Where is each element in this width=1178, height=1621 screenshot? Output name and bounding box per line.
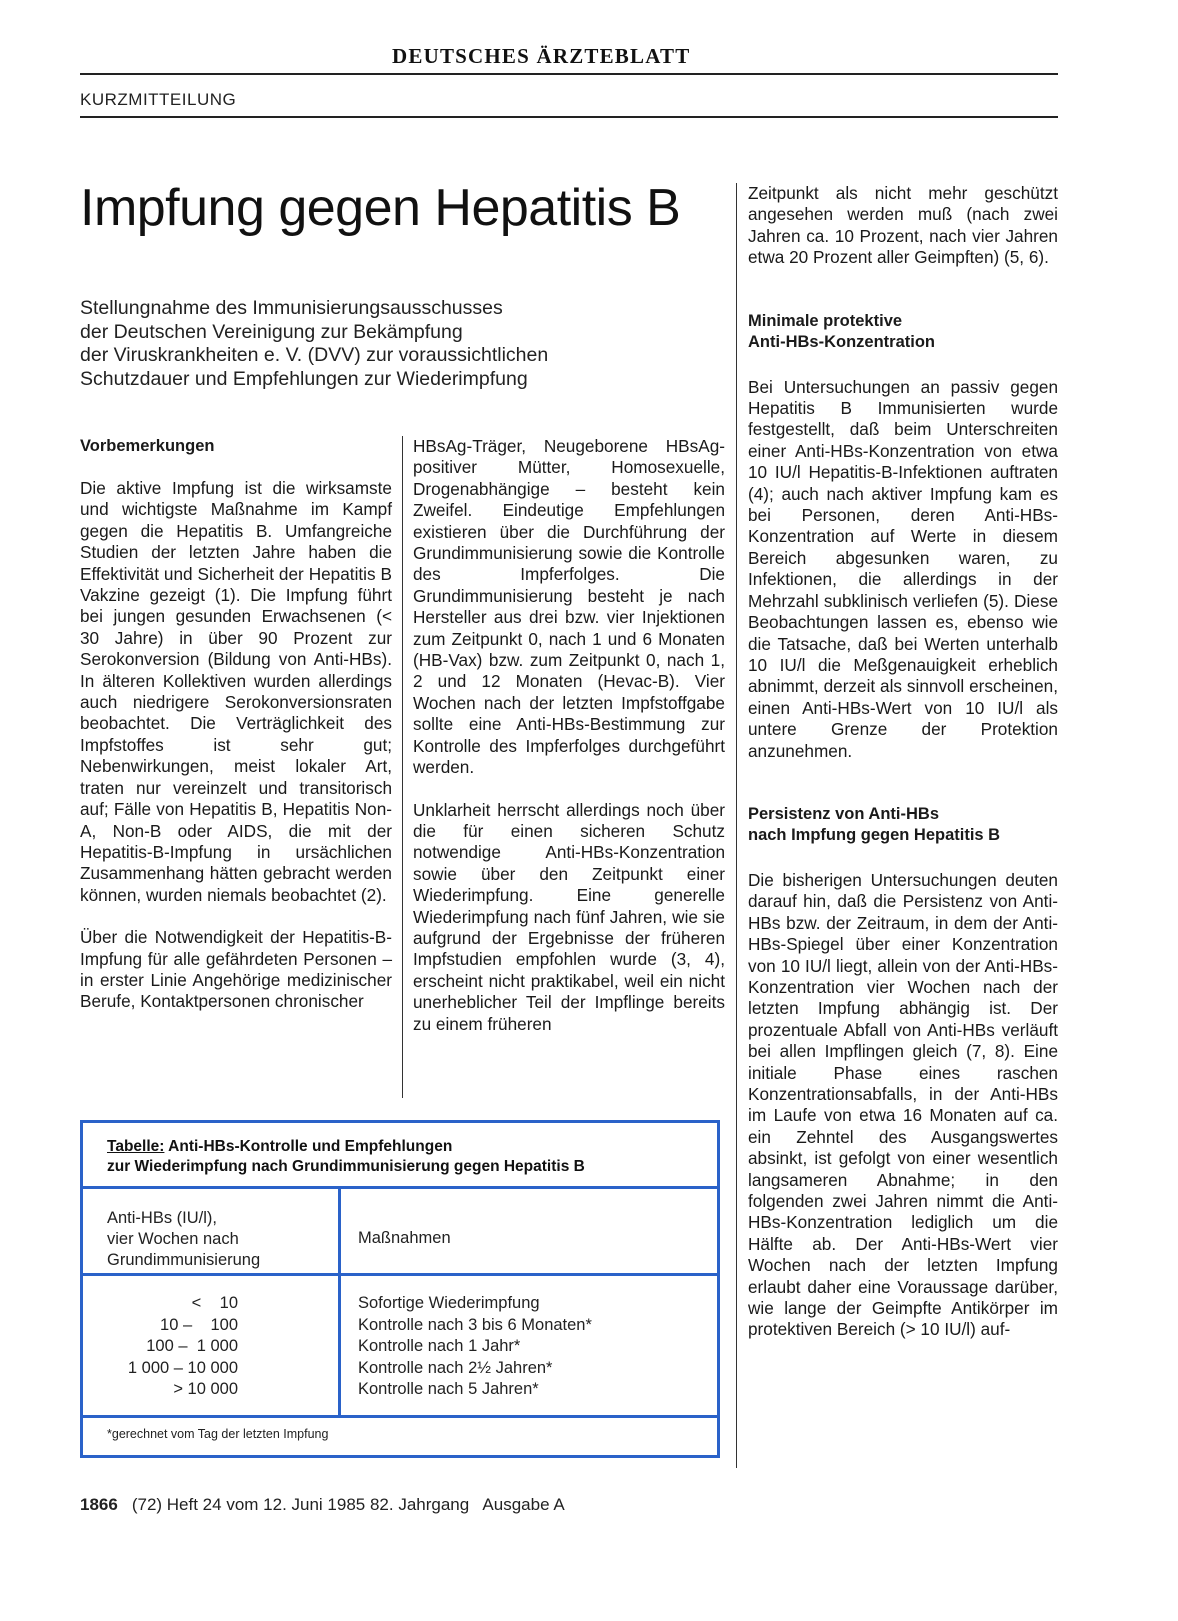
table-cell-range: 10 – 100 xyxy=(160,1315,238,1334)
heading-line: Persistenz von Anti-HBs xyxy=(748,804,940,823)
subtitle-line: Schutzdauer und Empfehlungen zur Wiederimpfung xyxy=(80,367,528,390)
subtitle-line: der Viruskrankheiten e. V. (DVV) zur voraussichtlichen xyxy=(80,344,549,366)
section-label: KURZMITTEILUNG xyxy=(80,90,237,109)
article-subtitle xyxy=(80,297,730,391)
table-cell-range: < 10 xyxy=(191,1294,238,1312)
section-heading xyxy=(748,311,1058,353)
masthead-rule xyxy=(80,73,1058,75)
table-caption xyxy=(107,1137,585,1177)
page-number: 1866 xyxy=(80,1495,118,1514)
paragraph: Unklarheit herrscht allerdings noch über die für einen sicheren Schutz notwendige Anti-HBs-Konzentration sowie über den Zeitpunkt einer Wiederimpfung. Eine generelle Wiederimpfung nach fünf Jahren, wie sie aufgrund der Ergebnisse der früheren Impfstudien empfohlen wurde (3, 4), erscheint nicht praktikabel, weil ein nicht unerheblicher Teil der Impflinge bereits zu einem früheren xyxy=(413,799,725,1034)
table-cell-range: 100 – 1 000 xyxy=(146,1337,238,1355)
table-rule xyxy=(83,1415,717,1418)
subtitle-line: der Deutschen Vereinigung zur Bekämpfung xyxy=(80,320,463,343)
heading-line: Minimale protektive xyxy=(748,311,903,330)
article-title: Impfung gegen Hepatitis B xyxy=(80,179,681,237)
column-3 xyxy=(748,183,1058,1362)
heading-line: nach Impfung gegen Hepatitis B xyxy=(748,825,1001,844)
column-rule xyxy=(736,183,737,1468)
table-footnote: *gerechnet vom Tag der letzten Impfung xyxy=(107,1427,329,1441)
paragraph: Über die Notwendigkeit der Hepatitis-B-Impfung für alle gefährdeten Personen – in erster Linie Angehörige medizinischer Berufe, Kontaktpersonen chronischer xyxy=(80,927,392,1012)
table-rule xyxy=(83,1186,717,1189)
table-range-column xyxy=(103,1293,238,1401)
section-rule xyxy=(80,116,1058,118)
paragraph: HBsAg-Träger, Neugeborene HBsAg-positiver Mütter, Homosexuelle, Drogenabhängige – besteht kein Zweifel. Eindeutige Empfehlungen existieren über die Durchführung der Grundimmunisierung sowie die Kontrolle des Impferfolges. Die Grundimmunisierung besteht je nach Hersteller aus drei bzw. vier Injektionen zum Zeitpunkt 0, nach 1 und 6 Monaten (HB-Vax) bzw. zum Zeitpunkt 0, nach 1, 2 und 12 Monaten (Hevac-B). Vier Wochen nach der letzten Impfstoffgabe sollte eine Anti-HBs-Bestimmung zur Kontrolle des Impferfolges durchgeführt werden. xyxy=(413,436,725,778)
table-header-line: Grundimmunisierung xyxy=(107,1251,261,1269)
table-caption-line: Anti-HBs-Kontrolle und Empfehlungen xyxy=(164,1138,453,1155)
column-rule xyxy=(402,436,403,1098)
table-header-anti-hbs xyxy=(107,1208,260,1271)
table-cell-range: 1 000 – 10 000 xyxy=(127,1358,238,1377)
paragraph: Zeitpunkt als nicht mehr geschützt angesehen werden muß (nach zwei Jahren ca. 10 Prozent, nach vier Jahren etwa 20 Prozent aller Geimpften) (5, 6). xyxy=(748,183,1058,268)
table-cell-action: Kontrolle nach 5 Jahren* xyxy=(358,1380,539,1398)
table-cell-action: Kontrolle nach 1 Jahr* xyxy=(358,1337,521,1355)
table-caption-label: Tabelle: xyxy=(107,1138,165,1155)
paragraph: Die bisherigen Untersuchungen deuten darauf hin, daß die Persistenz von Anti-HBs bzw. der Zeitraum, in dem der Anti-HBs-Spiegel über einer Konzentration von 10 IU/l liegt, allein von der Anti-HBs-Konzentration vier Wochen nach der letzten Impfung abhängig ist. Der prozentuale Abfall von Anti-HBs verläuft bei allen Impflingen gleich (7, 8). Eine initiale Phase eines raschen Konzentrationsabfalls, in der Anti-HBs im Laufe von etwa 16 Monaten auf ca. ein Zehntel des Ausgangswertes absinkt, ist gefolgt von einer wesentlich langsameren Abnahme; in den folgenden zwei Jahren nimmt die Anti-HBs-Konzentration lediglich um die Hälfte ab. Der Anti-HBs-Wert vier Wochen nach der letzten Impfung erlaubt daher eine Voraussage darüber, wie lange der Geimpfte Antikörper im protektiven Bereich (> 10 IU/l) auf- xyxy=(748,869,1058,1340)
section-heading xyxy=(748,804,1058,846)
subtitle-line: Stellungnahme des Immunisierungsausschusses xyxy=(80,297,503,319)
table-header-measures: Maßnahmen xyxy=(358,1229,451,1247)
table-cell-action: Kontrolle nach 3 bis 6 Monaten* xyxy=(358,1315,592,1334)
table-cell-action: Sofortige Wiederimpfung xyxy=(358,1294,540,1312)
page-footer xyxy=(80,1495,565,1515)
table-cell-range: > 10 000 xyxy=(173,1380,238,1398)
recommendation-table xyxy=(80,1120,720,1458)
table-action-column xyxy=(358,1293,592,1401)
table-rule xyxy=(83,1273,717,1276)
table-caption-line: zur Wiederimpfung nach Grundimmunisierung gegen Hepatitis B xyxy=(107,1158,585,1175)
column-2 xyxy=(413,436,725,1056)
issue-info: (72) Heft 24 vom 12. Juni 1985 82. Jahrgang Ausgabe A xyxy=(131,1495,565,1514)
table-column-rule xyxy=(338,1189,341,1418)
table-header-line: vier Wochen nach xyxy=(107,1230,239,1248)
table-header-line: Anti-HBs (IU/l), xyxy=(107,1209,218,1227)
column-1 xyxy=(80,436,392,1034)
paragraph: Bei Untersuchungen an passiv gegen Hepatitis B Immunisierten wurde festgestellt, daß beim Unterschreiten einer Anti-HBs-Konzentration von etwa 10 IU/l Hepatitis-B-Infektionen auftraten (4); auch nach aktiver Impfung kam es bei Personen, deren Anti-HBs-Konzentration auf Werte in diesem Bereich abgesunken waren, zu Infektionen, die allerdings in der Mehrzahl subklinisch verliefen (5). Diese Beobachtungen lassen es, ebenso wie die Tatsache, daß bei Werten unterhalb 10 IU/l die Meßgenauigkeit erheblich abnimmt, derzeit als sinnvoll erscheinen, einen Anti-HBs-Wert von 10 IU/l als untere Grenze der Protektion anzunehmen. xyxy=(748,376,1058,761)
paragraph: Die aktive Impfung ist die wirksamste und wichtigste Maßnahme im Kampf gegen die Hepatitis B. Umfangreiche Studien der letzten Jahre haben die Effektivität und Sicherheit der Hepatitis B Vakzine gezeigt (1). Die Impfung führt bei jungen gesunden Erwachsenen (< 30 Jahre) in über 90 Prozent zur Serokonversion (Bildung von Anti-HBs). In älteren Kollektiven wurden allerdings auch niedrigere Serokonversionsraten beobachtet. Die Verträglichkeit des Impfstoffes ist sehr gut; Nebenwirkungen, meist lokaler Art, traten nur vereinzelt und transitorisch auf; Fälle von Hepatitis B, Hepatitis Non-A, Non-B oder AIDS, die mit der Hepatitis-B-Impfung in ursächlichen Zusammenhang hätten gebracht werden können, wurden niemals beobachtet (2). xyxy=(80,478,392,905)
table-cell-action: Kontrolle nach 2½ Jahren* xyxy=(358,1358,553,1377)
masthead: DEUTSCHES ÄRZTEBLATT xyxy=(392,44,691,68)
section-heading: Vorbemerkungen xyxy=(80,437,215,455)
heading-line: Anti-HBs-Konzentration xyxy=(748,332,935,351)
